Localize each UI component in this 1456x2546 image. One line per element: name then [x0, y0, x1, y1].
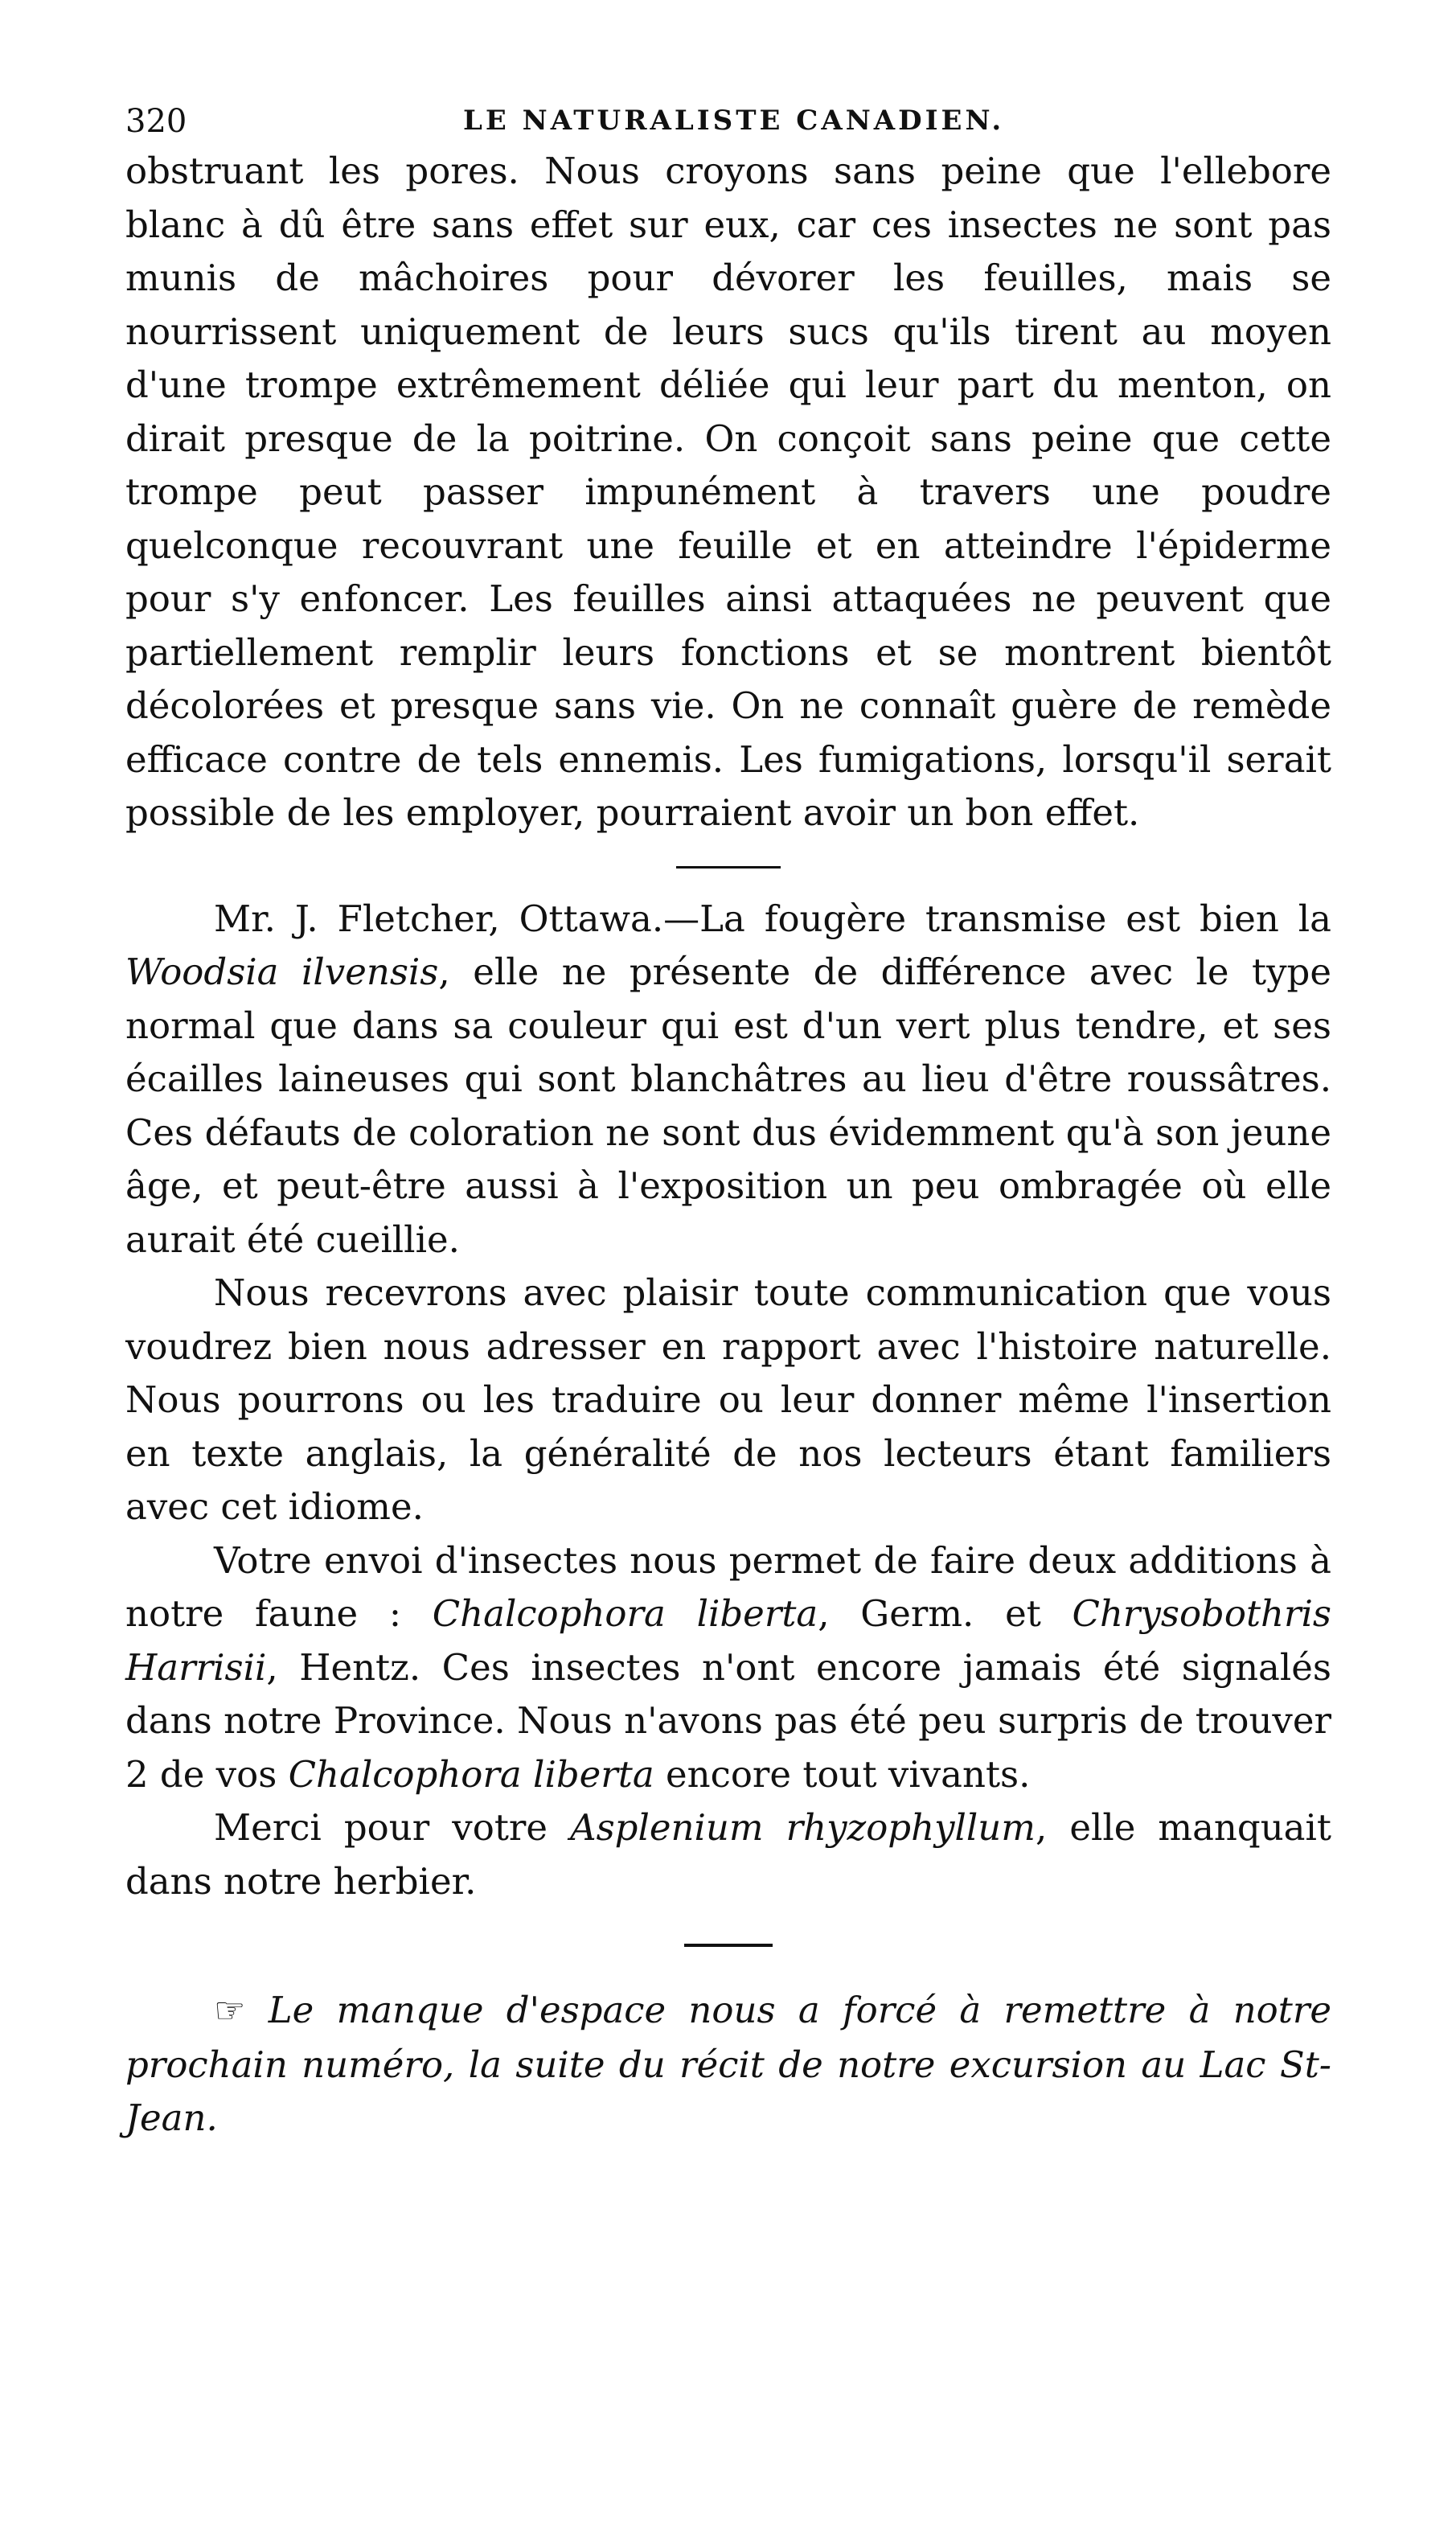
- paragraph-insects: [125, 1534, 1331, 1802]
- paragraph-fletcher: [125, 893, 1331, 1267]
- running-head: LE NATURALISTE CANADIEN.: [463, 105, 1005, 137]
- paragraph-hellebore: [125, 145, 1331, 840]
- pointing-hand-icon: ☞: [214, 1990, 246, 2031]
- page-number: 320: [125, 103, 187, 140]
- species-name: Asplenium rhyzophyllum: [570, 1806, 1036, 1849]
- page: [125, 88, 1331, 2146]
- paragraph-hellebore-text: obstruant les pores. Nous croyons sans peine que l'ellebore blanc à dû être sans effet sur eux, car ces insectes ne sont pas munis de mâchoires pour dévorer les feuilles, mais se nourrissent uniquement de leurs sucs qu'ils tirent au moyen d'une trompe extrêmement déliée qui leur part du menton, on dirait presque de la poitrine. On conçoit sans peine que cette trompe peut passer impunément à travers une poudre quelconque recouvrant une feuille et en atteindre l'épiderme pour s'y enfoncer. Les feuilles ainsi attaquées ne peuvent que partiellement remplir leurs fonctions et se montrent bientôt décolorées et presque sans vie. On ne connaît guère de remède efficace contre de tels ennemis. Les fumigations, lorsqu'il serait possible de les employer, pourraient avoir un bon effet.: [125, 150, 1331, 834]
- species-name: Chalcophora liberta: [432, 1592, 818, 1635]
- species-name: Chalcophora liberta: [288, 1752, 654, 1796]
- asplenium-text-b: , elle manquait dans notre herbier.: [125, 1806, 1331, 1903]
- section-rule: [684, 1944, 773, 1947]
- insects-text-b: , Germ. et: [818, 1592, 1073, 1635]
- section-rule: [676, 866, 781, 869]
- body-text: [125, 145, 1331, 2146]
- insects-text-c: , Hentz. Ces insectes n'ont encore jamais été signalés dans notre Province. Nous n'avons pas été peu surpris de trouver 2 de vos: [125, 1645, 1331, 1796]
- insects-text-d: encore tout vivants.: [654, 1752, 1031, 1796]
- paragraph-communication: [125, 1267, 1331, 1534]
- insects-text-a: Votre envoi d'insectes nous permet de faire deux additions à notre faune :: [125, 1538, 1331, 1635]
- paragraph-asplenium: [125, 1801, 1331, 1908]
- fletcher-text-start: Mr. J. Fletcher, Ottawa.—La fougère transmise est bien la: [214, 897, 1331, 940]
- editorial-note-text: Le manque d'espace nous a forcé à remettre à notre prochain numéro, la suite du récit de notre excursion au Lac St-Jean.: [125, 1989, 1331, 2139]
- editorial-note: [125, 1984, 1331, 2146]
- page-header: [125, 88, 1331, 145]
- species-name: Woodsia ilvensis: [125, 951, 439, 993]
- species-name: Chrysobothris Harrisii: [125, 1592, 1332, 1689]
- communication-text: Nous recevrons avec plaisir toute communication que vous voudrez bien nous adresser en rapport avec l'histoire naturelle. Nous pourrons ou les traduire ou leur donner même l'insertion en texte anglais, la généralité de nos lecteurs étant familiers avec cet idiome.: [125, 1271, 1331, 1528]
- asplenium-text-a: Merci pour votre: [214, 1806, 571, 1849]
- fletcher-text-end: , elle ne présente de différence avec le type normal que dans sa couleur qui est d'un vert plus tendre, et ses écailles laineuses qui sont blanchâtres au lieu d'être roussâtres. Ces défauts de coloration ne sont dus évidemment qu'à son jeune âge, et peut-être aussi à l'exposition un peu ombragée où elle aurait été cueillie.: [125, 951, 1331, 1261]
